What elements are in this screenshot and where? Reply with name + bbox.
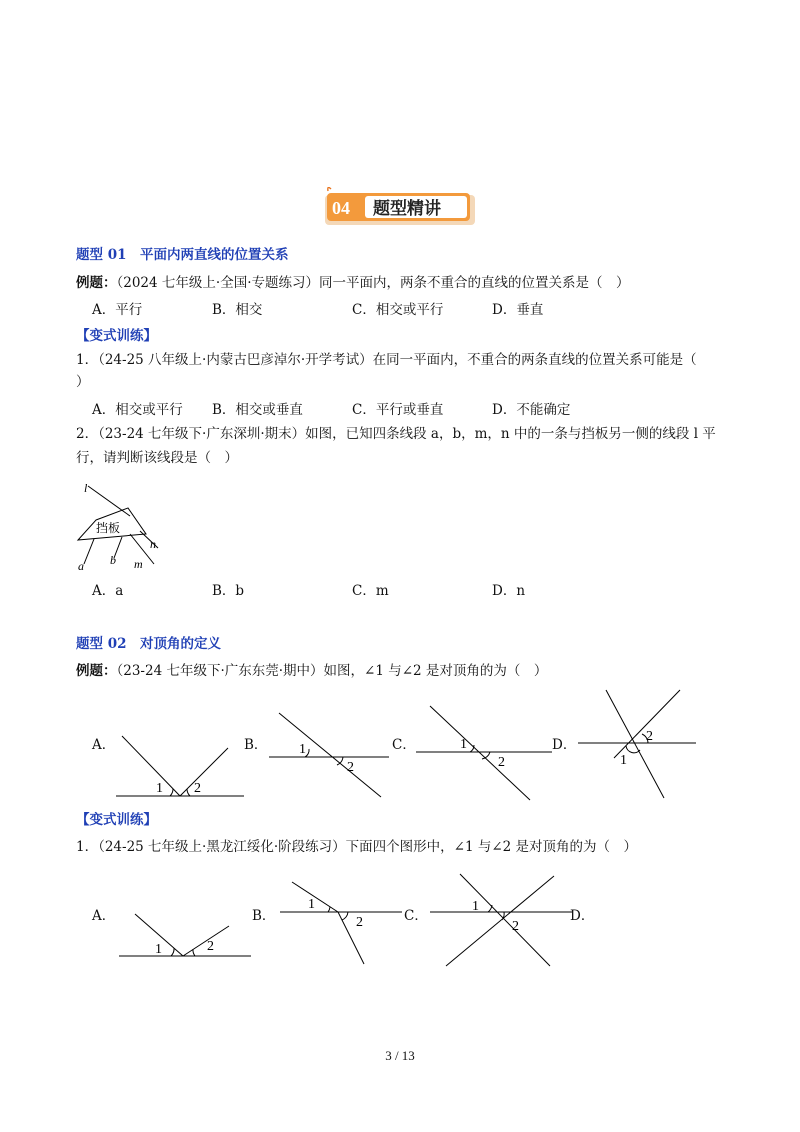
q3-figure-a <box>115 908 255 963</box>
q3-text: 1．（24-25 七年级上·黑龙江绥化·阶段练习）下面四个图形中，∠1 与∠2 是对顶角的为（ ） <box>76 839 638 855</box>
q2-option-d[interactable]: D．n <box>492 583 526 599</box>
q1-line2: ） <box>76 374 90 390</box>
example1-option-b[interactable]: B．相交 <box>212 302 263 318</box>
example-label: 例题： <box>76 275 117 291</box>
q3-a-label-1: 1 <box>155 942 162 957</box>
banner-curl-icon <box>328 187 331 191</box>
q1-option-d[interactable]: D．不能确定 <box>492 402 571 418</box>
example1-text: （2024 七年级上·全国·专题练习）同一平面内，两条不重合的直线的位置关系是（ ） <box>116 275 630 291</box>
q3-option-c[interactable]: C． <box>404 908 428 924</box>
q1-option-c[interactable]: C．平行或垂直 <box>352 402 444 418</box>
label-a: a <box>78 559 84 573</box>
example1-option-a[interactable]: A．平行 <box>92 302 143 318</box>
variant-label-2: 【变式训练】 <box>76 812 157 828</box>
ex2-a-label-1: 1 <box>156 781 163 796</box>
ex2-d-label-1: 1 <box>620 753 627 768</box>
q3-a-label-2: 2 <box>207 939 214 954</box>
ex2-c-label-1: 1 <box>460 737 467 752</box>
barrier-figure <box>70 476 170 576</box>
q3-c-label-1: 1 <box>472 899 479 914</box>
q2-option-c[interactable]: C．m <box>352 583 389 599</box>
ex2-option-d[interactable]: D． <box>552 737 577 753</box>
example2-label: 例题： <box>76 663 117 679</box>
ex2-figure-d <box>574 686 699 801</box>
example1-option-d[interactable]: D．垂直 <box>492 302 544 318</box>
label-b: b <box>110 553 116 567</box>
q3-option-a[interactable]: A． <box>92 908 116 924</box>
ex2-figure-b <box>265 705 390 800</box>
example1-option-c[interactable]: C．相交或平行 <box>352 302 444 318</box>
q2-option-b[interactable]: B．b <box>212 583 245 599</box>
q3-b-label-1: 1 <box>308 897 315 912</box>
ex2-c-label-2: 2 <box>498 755 505 770</box>
segment-a <box>84 539 94 564</box>
example2-text: （23-24 七年级下·广东东莞·期中）如图，∠1 与∠2 是对顶角的为（ ） <box>116 663 548 679</box>
ex2-option-b[interactable]: B． <box>244 737 268 753</box>
ex2-a-label-2: 2 <box>194 781 201 796</box>
barrier-label: 挡板 <box>96 521 121 535</box>
example1-question <box>76 273 629 293</box>
q1-line1: 1．（24-25 八年级上·内蒙古巴彦淖尔·开学考试）在同一平面内，不重合的两条直线的位置关系可能是（ <box>76 352 697 368</box>
section2-header: 题型 02 对顶角的定义 <box>76 636 221 652</box>
q3-c-label-2: 2 <box>512 919 519 934</box>
page-number: 3 / 13 <box>385 1048 415 1063</box>
ex2-option-a[interactable]: A． <box>92 737 116 753</box>
example2-question <box>76 661 547 681</box>
q3-option-d[interactable]: D． <box>570 908 595 924</box>
ex2-d-label-2: 2 <box>646 729 653 744</box>
section1-header: 题型 01 平面内两直线的位置关系 <box>76 247 289 263</box>
label-m: m <box>134 557 143 571</box>
q2-line2: 行，请判断该线段是（ ） <box>76 450 238 466</box>
ex2-b-label-2: 2 <box>347 760 354 775</box>
ex2-option-c[interactable]: C． <box>392 737 416 753</box>
banner-title: 题型精讲 <box>373 199 441 218</box>
label-n: n <box>150 537 156 551</box>
banner-number: 04 <box>332 198 350 218</box>
q3-option-b[interactable]: B． <box>252 908 276 924</box>
ex2-b-label-1: 1 <box>299 742 306 757</box>
q1-option-b[interactable]: B．相交或垂直 <box>212 402 303 418</box>
ex2-figure-c <box>412 702 557 802</box>
q1-option-a[interactable]: A．相交或平行 <box>92 402 183 418</box>
variant-label-1: 【变式训练】 <box>76 328 157 344</box>
q3-figure-c <box>426 870 576 970</box>
ex2-figure-a <box>112 700 247 805</box>
q3-figure-b <box>276 876 404 966</box>
line-l <box>88 486 130 516</box>
q2-line1: 2．（23-24 七年级下·广东深圳·期末）如图，已知四条线段 a，b，m，n 中的一条与挡板另一侧的线段 l 平 <box>76 426 716 442</box>
q2-option-a[interactable]: A．a <box>92 583 124 599</box>
label-l: l <box>84 481 88 495</box>
section-banner <box>325 187 475 227</box>
q3-b-label-2: 2 <box>356 915 363 930</box>
